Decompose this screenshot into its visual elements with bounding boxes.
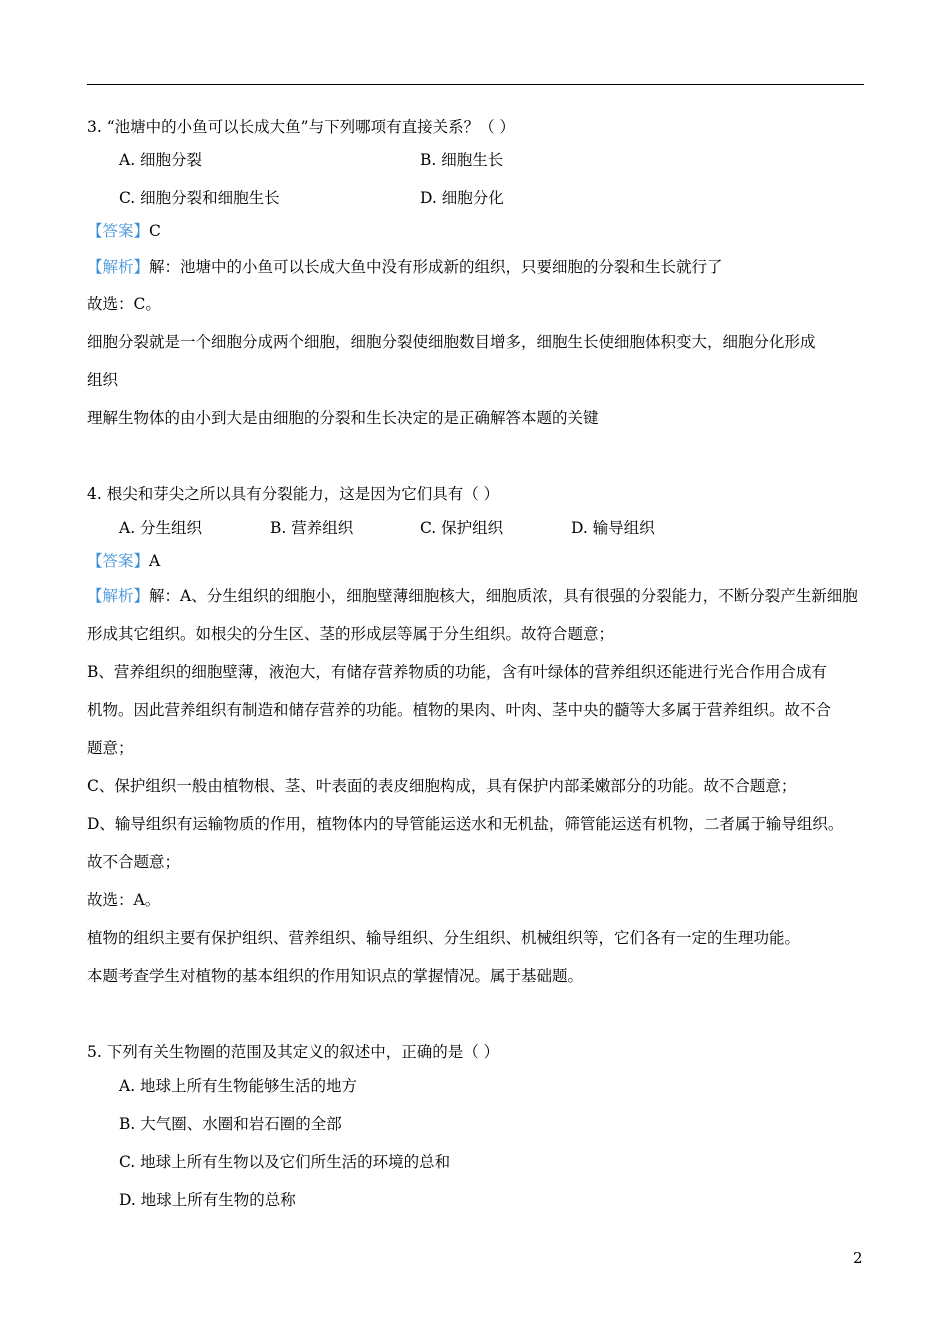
analysis-tag: 【解析】 [87,258,150,276]
question-5-option-a: A. 地球上所有生物能够生活的地方 [119,1077,358,1095]
question-4-stem: 4. 根尖和芽尖之所以具有分裂能力，这是因为它们具有（ ） [87,485,500,503]
answer-tag: 【答案】 [87,552,150,570]
question-4-analysis-line-5: 题意； [87,739,134,757]
answer-tag: 【答案】 [87,222,150,240]
question-3-option-b: B. 细胞生长 [420,151,504,169]
analysis-text: 解：A、分生组织的细胞小，细胞壁薄细胞核大，细胞质浓，具有很强的分裂能力，不断分裂产生新细胞 [149,587,858,605]
question-4-analysis-line-7: D、输导组织有运输物质的作用，植物体内的导管能运送水和无机盐，筛管能运送有机物，二者属于输导组织。 [87,815,844,833]
analysis-tag: 【解析】 [87,587,150,605]
question-3-explain-line-1: 细胞分裂就是一个细胞分成两个细胞，细胞分裂使细胞数目增多，细胞生长使细胞体积变大，细胞分化形成 [87,333,816,351]
question-5-option-c: C. 地球上所有生物以及它们所生活的环境的总和 [119,1153,451,1171]
question-4-option-b: B. 营养组织 [270,519,354,537]
question-4-choice: 故选：A。 [87,891,161,909]
question-4-analysis-line-3: B、营养组织的细胞壁薄，液泡大，有储存营养物质的功能，含有叶绿体的营养组织还能进行光合作用合成有 [87,663,827,681]
question-4-answer [87,551,160,571]
question-3-analysis [87,257,723,277]
question-4-analysis-line-8: 故不合题意； [87,853,181,871]
question-4-option-c: C. 保护组织 [420,519,504,537]
question-3-option-c: C. 细胞分裂和细胞生长 [119,189,280,207]
question-3-option-a: A. 细胞分裂 [119,151,203,169]
header-rule [87,84,864,85]
question-4-option-a: A. 分生组织 [119,519,203,537]
question-4-analysis-line-1 [87,586,858,606]
question-3-option-d: D. 细胞分化 [420,189,504,207]
analysis-text: 解：池塘中的小鱼可以长成大鱼中没有形成新的组织，只要细胞的分裂和生长就行了 [149,258,723,276]
question-4-analysis-line-4: 机物。因此营养组织有制造和储存营养的功能。植物的果肉、叶肉、茎中央的髓等大多属于营养组织。故不合 [87,701,832,719]
question-3-choice: 故选：C。 [87,295,161,313]
question-3-explain-line-2: 组织 [87,371,119,389]
question-4-summary: 本题考查学生对植物的基本组织的作用知识点的掌握情况。属于基础题。 [87,967,584,985]
question-3-stem: 3. “池塘中的小鱼可以长成大鱼”与下列哪项有直接关系？（ ） [87,118,515,136]
question-5-stem: 5. 下列有关生物圈的范围及其定义的叙述中，正确的是（ ） [87,1043,500,1061]
answer-value: A [149,552,161,570]
question-4-option-d: D. 输导组织 [571,519,655,537]
page-number: 2 [853,1249,863,1267]
question-3-answer [87,221,161,241]
question-5-option-b: B. 大气圈、水圈和岩石圈的全部 [119,1115,342,1133]
question-4-explain: 植物的组织主要有保护组织、营养组织、输导组织、分生组织、机械组织等，它们各有一定的生理功能。 [87,929,801,947]
answer-value: C [149,222,161,240]
question-4-analysis-line-6: C、保护组织一般由植物根、茎、叶表面的表皮细胞构成，具有保护内部柔嫩部分的功能。故不合题意； [87,777,797,795]
question-3-summary: 理解生物体的由小到大是由细胞的分裂和生长决定的是正确解答本题的关键 [87,409,599,427]
question-5-option-d: D. 地球上所有生物的总称 [119,1191,296,1209]
question-4-analysis-line-2: 形成其它组织。如根尖的分生区、茎的形成层等属于分生组织。故符合题意； [87,625,615,643]
